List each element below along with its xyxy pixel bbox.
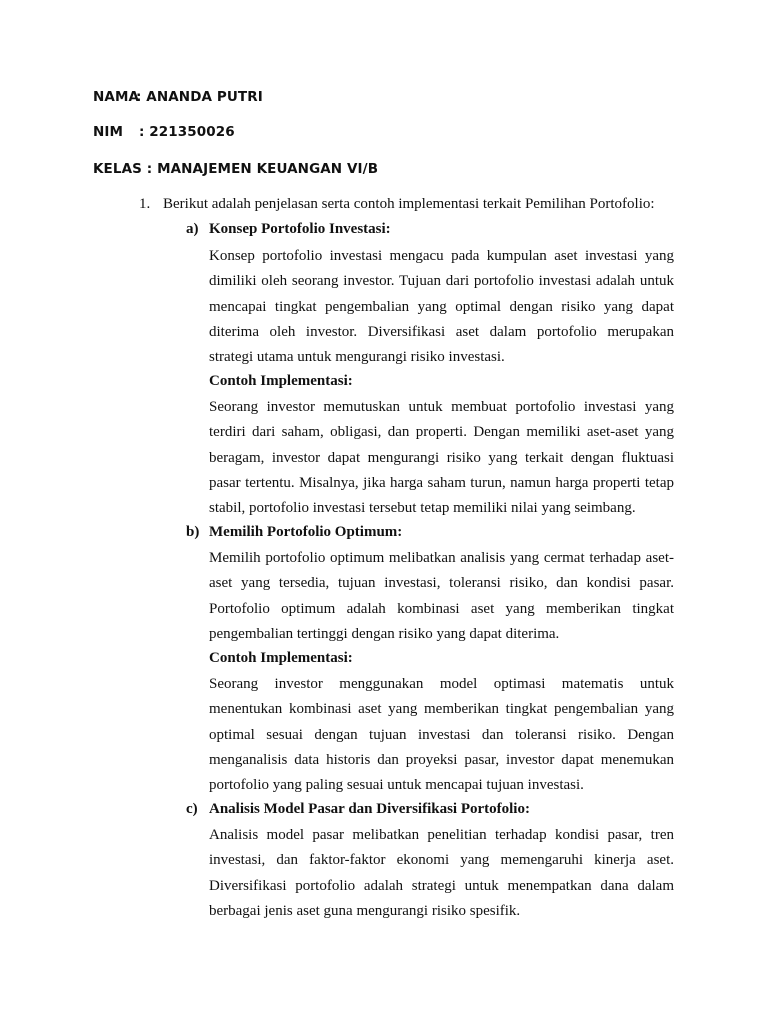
section-title: Analisis Model Pasar dan Diversifikasi Portofolio:	[209, 801, 530, 817]
section-b-sub-body: Seorang investor menggunakan model optimasi matematis untuk menentukan kombinasi aset yang memberikan tingkat pengembalian yang optimal sesuai dengan tujuan investasi dan toleransi risiko. Dengan menganalisis data historis dan proyeksi pasar, investor dapat menemukan portofolio yang paling sesuai untuk mencapai tujuan investasi.	[209, 676, 674, 794]
header-kelas	[93, 161, 378, 177]
list-number: 1.	[139, 196, 151, 212]
section-letter: a)	[186, 221, 199, 237]
nim-label: NIM	[93, 124, 124, 140]
section-b-sub-heading: Contoh Implementasi:	[209, 650, 353, 666]
section-title: Memilih Portofolio Optimum:	[209, 524, 403, 540]
section-b-body: Memilih portofolio optimum melibatkan analisis yang cermat terhadap aset-aset yang tersedia, tujuan investasi, toleransi risiko, dan kondisi pasar. Portofolio optimum adalah kombinasi aset yang memberikan tingkat pengembalian tertinggi dengan risiko yang dapat diterima.	[209, 550, 674, 642]
section-c-body: Analisis model pasar melibatkan penelitian terhadap kondisi pasar, tren investasi, dan faktor-faktor ekonomi yang memengaruhi kinerja aset. Diversifikasi portofolio adalah strategi untuk menempatkan dana dalam berbagai jenis aset guna mengurangi risiko spesifik.	[209, 827, 674, 919]
section-title: Konsep Portofolio Investasi:	[209, 221, 391, 237]
nama-label: NAMA	[93, 89, 140, 105]
nim-value: : 221350026	[139, 124, 235, 140]
section-letter: c)	[186, 801, 198, 817]
section-a-sub-body: Seorang investor memutuskan untuk membuat portofolio investasi yang terdiri dari saham, obligasi, dan properti. Dengan memiliki aset-aset yang beragam, investor dapat mengurangi risiko yang terkait dengan fluktuasi pasar tertentu. Misalnya, jika harga saham turun, namun harga properti tetap stabil, portofolio investasi tersebut tetap memiliki nilai yang seimbang.	[209, 399, 674, 517]
section-a-sub-heading: Contoh Implementasi:	[209, 373, 353, 389]
header-nama	[93, 89, 263, 105]
kelas-label: KELAS	[93, 161, 142, 177]
section-letter: b)	[186, 524, 200, 540]
nama-value: : ANANDA PUTRI	[136, 89, 263, 105]
header-nim	[93, 124, 235, 140]
list-item-text: Berikut adalah penjelasan serta contoh implementasi terkait Pemilihan Portofolio:	[163, 196, 655, 212]
kelas-value: : MANAJEMEN KEUANGAN VI/B	[146, 161, 379, 177]
section-a-body: Konsep portofolio investasi mengacu pada kumpulan aset investasi yang dimiliki oleh seorang investor. Tujuan dari portofolio investasi adalah untuk mencapai tingkat pengembalian yang optimal dengan risiko yang dapat diterima oleh investor. Diversifikasi aset dalam portofolio merupakan strategi utama untuk mengurangi risiko investasi.	[209, 248, 674, 366]
